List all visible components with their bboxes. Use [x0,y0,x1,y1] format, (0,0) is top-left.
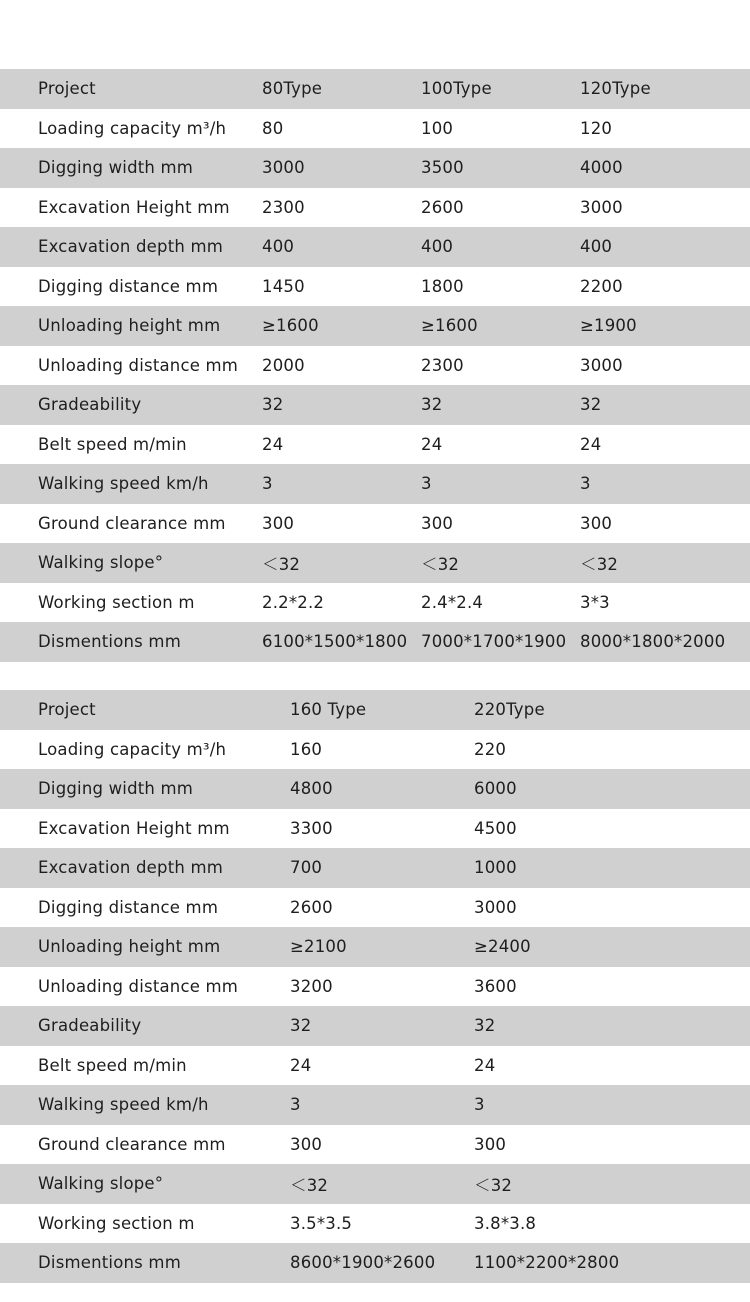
table-row [0,1243,750,1283]
table-cell: 2600 [290,888,474,928]
table-row [0,1085,750,1125]
row-label: Walking slope° [0,1164,290,1204]
table-cell: 2000 [262,346,421,386]
table-cell: ＜32 [580,543,750,583]
table-row [0,583,750,623]
row-label: Dismentions mm [0,1243,290,1283]
table-cell: 3.8*3.8 [474,1204,750,1244]
table-cell: 1450 [262,267,421,307]
spec-table-body [0,690,750,1283]
table-cell: 160 [290,730,474,770]
table-cell: 32 [580,385,750,425]
table-cell: 400 [580,227,750,267]
header-cell-100-type: 100Type [421,69,580,109]
table-row [0,148,750,188]
table-cell: 3600 [474,967,750,1007]
table-cell: 24 [580,425,750,465]
table-cell: 220 [474,730,750,770]
row-label: Ground clearance mm [0,1125,290,1165]
table-cell: 300 [421,504,580,544]
row-label: Excavation depth mm [0,227,262,267]
row-label: Loading capacity m³/h [0,730,290,770]
table-cell: 120 [580,109,750,149]
table-row [0,927,750,967]
header-cell-220-type: 220Type [474,690,750,730]
table-cell: 400 [421,227,580,267]
table-row [0,464,750,504]
table-cell: 300 [290,1125,474,1165]
table-row [0,267,750,307]
row-label: Digging width mm [0,769,290,809]
row-label: Loading capacity m³/h [0,109,262,149]
table-row [0,504,750,544]
row-label: Excavation Height mm [0,188,262,228]
table-row [0,967,750,1007]
table-cell: 24 [262,425,421,465]
table-cell: 3 [474,1085,750,1125]
table-cell: 32 [262,385,421,425]
table-cell: 300 [262,504,421,544]
row-label: Excavation Height mm [0,809,290,849]
table-cell: 24 [474,1046,750,1086]
row-label: Walking speed km/h [0,464,262,504]
table-row [0,543,750,583]
row-label: Ground clearance mm [0,504,262,544]
table-row [0,1046,750,1086]
table-row [0,809,750,849]
table-cell: 3500 [421,148,580,188]
table-cell: 3000 [262,148,421,188]
table-cell: 300 [474,1125,750,1165]
table-row [0,1006,750,1046]
table-cell: 6100*1500*1800 [262,622,421,662]
spec-table-80-100-120 [0,69,750,662]
table-cell: 1100*2200*2800 [474,1243,750,1283]
table-cell: 2.2*2.2 [262,583,421,623]
table-header-row [0,69,750,109]
row-label: Digging distance mm [0,267,262,307]
header-cell-project: Project [0,69,262,109]
row-label: Working section m [0,1204,290,1244]
header-cell-160-type: 160 Type [290,690,474,730]
spec-table-body [0,69,750,662]
table-cell: 32 [290,1006,474,1046]
table-cell: 2.4*2.4 [421,583,580,623]
spec-table-160-220 [0,690,750,1283]
table-cell: 3300 [290,809,474,849]
table-row [0,1164,750,1204]
row-label: Excavation depth mm [0,848,290,888]
table-cell: 6000 [474,769,750,809]
table-cell: 2200 [580,267,750,307]
table-cell: 3*3 [580,583,750,623]
table-cell: 8600*1900*2600 [290,1243,474,1283]
table-cell: 3000 [580,188,750,228]
table-cell: 1000 [474,848,750,888]
header-cell-80-type: 80Type [262,69,421,109]
table-cell: ＜32 [290,1164,474,1204]
table-row [0,227,750,267]
table-row [0,306,750,346]
table-cell: 700 [290,848,474,888]
table-row [0,109,750,149]
table-row [0,188,750,228]
table-row [0,888,750,928]
table-cell: 8000*1800*2000 [580,622,750,662]
table-cell: ≥1600 [262,306,421,346]
table-cell: 3000 [580,346,750,386]
row-label: Belt speed m/min [0,1046,290,1086]
table-row [0,346,750,386]
table-cell: ≥2400 [474,927,750,967]
row-label: Walking speed km/h [0,1085,290,1125]
table-cell: 3.5*3.5 [290,1204,474,1244]
table-row [0,769,750,809]
table-cell: 32 [474,1006,750,1046]
row-label: Unloading height mm [0,306,262,346]
table-cell: ＜32 [421,543,580,583]
row-label: Belt speed m/min [0,425,262,465]
table-cell: 4000 [580,148,750,188]
table-cell: 400 [262,227,421,267]
table-cell: ≥1900 [580,306,750,346]
row-label: Unloading distance mm [0,346,262,386]
table-cell: 24 [290,1046,474,1086]
table-cell: 7000*1700*1900 [421,622,580,662]
table-row [0,622,750,662]
table-cell: 32 [421,385,580,425]
table-cell: 100 [421,109,580,149]
table-cell: ＜32 [474,1164,750,1204]
row-label: Unloading distance mm [0,967,290,1007]
table-cell: 4500 [474,809,750,849]
table-cell: 80 [262,109,421,149]
table-cell: 3 [290,1085,474,1125]
table-row [0,1204,750,1244]
table-cell: 300 [580,504,750,544]
table-cell: ≥1600 [421,306,580,346]
row-label: Gradeability [0,1006,290,1046]
table-cell: 24 [421,425,580,465]
row-label: Digging distance mm [0,888,290,928]
table-cell: ≥2100 [290,927,474,967]
row-label: Working section m [0,583,262,623]
table-row [0,425,750,465]
table-cell: 3200 [290,967,474,1007]
table-cell: 4800 [290,769,474,809]
header-cell-project: Project [0,690,290,730]
row-label: Walking slope° [0,543,262,583]
table-cell: 2600 [421,188,580,228]
header-cell-120-type: 120Type [580,69,750,109]
table-cell: 3 [421,464,580,504]
table-cell: 3 [262,464,421,504]
table-cell: 2300 [421,346,580,386]
table-cell: 2300 [262,188,421,228]
table-row [0,385,750,425]
table-row [0,1125,750,1165]
table-cell: ＜32 [262,543,421,583]
table-row [0,848,750,888]
table-header-row [0,690,750,730]
row-label: Dismentions mm [0,622,262,662]
table-cell: 1800 [421,267,580,307]
table-cell: 3 [580,464,750,504]
table-row [0,730,750,770]
row-label: Unloading height mm [0,927,290,967]
row-label: Digging width mm [0,148,262,188]
row-label: Gradeability [0,385,262,425]
table-cell: 3000 [474,888,750,928]
